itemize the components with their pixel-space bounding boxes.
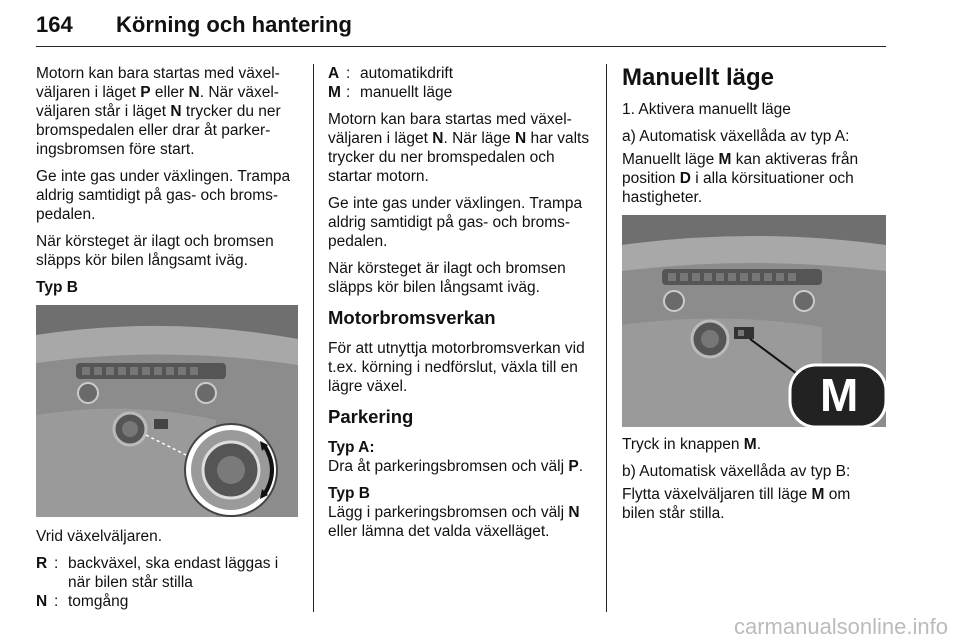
definition-row: M : manuellt läge [328,83,592,102]
definition-row: R : backväxel, ska endast läggas i när bilen står stilla [36,554,298,592]
definition-key: M [328,84,341,101]
page-header [36,6,886,47]
definition-key: A [328,65,340,82]
mode-definition-list [328,64,592,102]
subheading-typ-b: Typ B [328,485,370,502]
step-1b: b) Automatisk växellåda av typ B: [622,463,851,480]
definition-row: A : automatikdrift [328,64,592,83]
page-title: Körning och hantering [116,12,352,37]
heading-motorbromsverkan: Motorbromsverkan [328,307,496,328]
paragraph-no-gas: Ge inte gas under växlingen. Trampa aldrig samtidigt på gas- och broms-pedalen. [36,168,291,223]
definition-value: tomgång [68,593,129,610]
subheading-typ-b: Typ B [36,279,78,296]
definition-row: N : tomgång [36,592,298,611]
paragraph-creep: När körsteget är ilagt och bromsen släpps kör bilen långsamt iväg. [36,233,274,269]
paragraph-manual-typ-b: Flytta växelväljaren till läge M om bilen står stilla. [622,486,851,522]
definition-value: backväxel, ska endast läggas i när bilen står stilla [68,555,279,591]
definition-key: R [36,555,48,572]
gear-definition-list [36,554,298,611]
heading-parkering: Parkering [328,406,414,427]
column-2 [328,64,592,549]
paragraph-press-m: Tryck in knappen M. [622,436,761,453]
paragraph-start-n: Motorn kan bara startas med växel-väljaren i läget N. När läge N har valts trycker du ner bromspedalen och startar motorn. [328,111,590,185]
definition-value: automatikdrift [360,65,454,82]
step-1a: a) Automatisk växellåda av typ A: [622,128,850,145]
paragraph-creep: När körsteget är ilagt och bromsen släpps kör bilen långsamt iväg. [328,260,566,296]
paragraph-manual-typ-a: Manuellt läge M kan aktiveras från position D i alla körsituationer och hastigheter. [622,151,859,206]
photo-caption: Vrid växelväljaren. [36,528,163,545]
paragraph-no-gas: Ge inte gas under växlingen. Trampa aldrig samtidigt på gas- och broms-pedalen. [328,195,583,250]
column-divider [313,64,314,612]
page-number: 164 [36,12,73,37]
paragraph-park-typ-a: Dra åt parkeringsbromsen och välj P. [328,458,584,475]
paragraph-park-typ-b: Lägg i parkeringsbromsen och välj N eller lämna det valda växelläget. [328,504,580,540]
manual-mode-photo [622,215,886,427]
column-divider [606,64,607,612]
column-1 [36,64,298,619]
section-title: Manuellt läge [622,64,775,91]
gear-selector-photo [36,305,298,517]
definition-value: manuellt läge [360,84,453,101]
subheading-typ-a: Typ A: [328,439,375,456]
paragraph-start-conditions: Motorn kan bara startas med växel-väljaren i läget P eller N. När växel-väljaren står i läget N trycker du ner bromspedalen eller drar åt parker-ingsbromsen före start. [36,65,281,158]
step-1: 1. Aktivera manuellt läge [622,101,791,118]
paragraph-engine-braking: För att utnyttja motorbromsverkan vid t.ex. körning i nedförslut, växla till en lägre växel. [328,340,585,395]
m-button-badge: M [820,369,859,421]
watermark: carmanualsonline.info [733,614,948,639]
column-3 [622,64,886,531]
definition-key: N [36,593,48,610]
